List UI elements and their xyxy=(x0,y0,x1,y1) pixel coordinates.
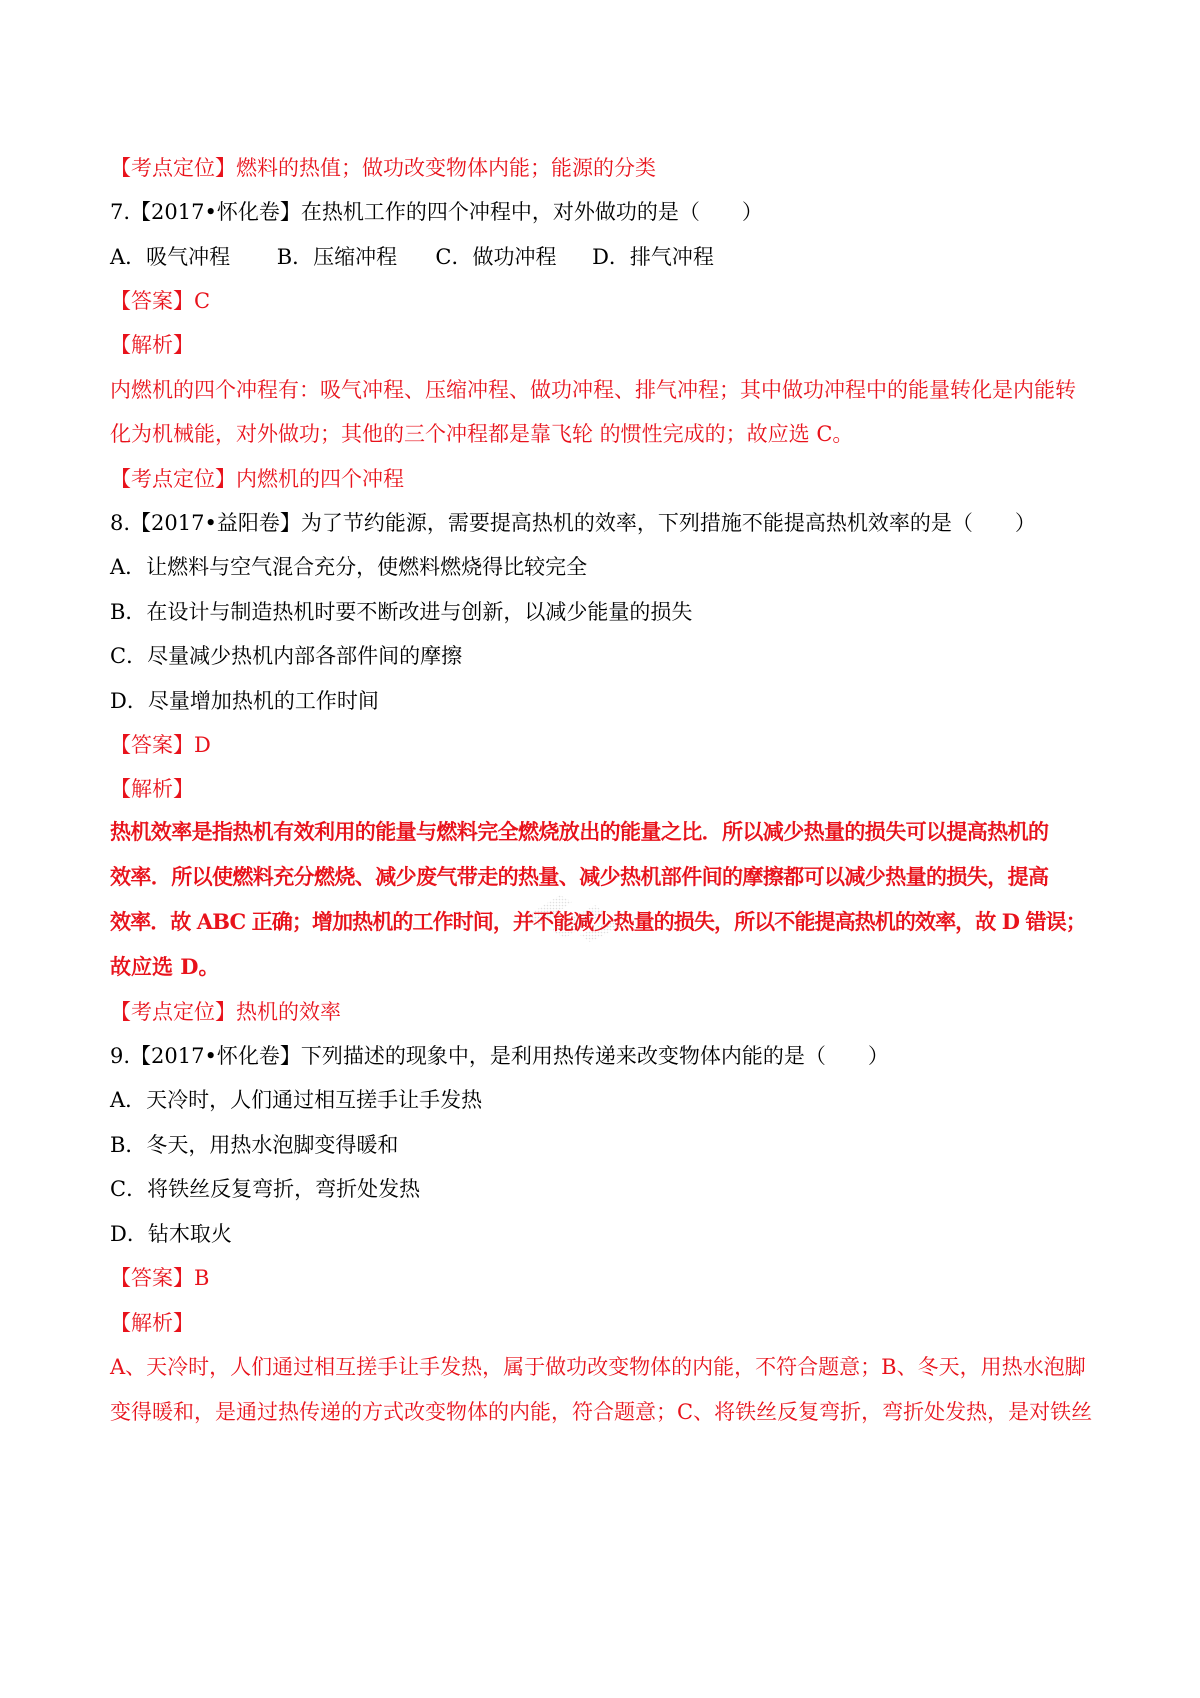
option-b: B．压缩冲程 xyxy=(276,245,398,269)
option-a: A．天冷时，人们通过相互搓手让手发热 xyxy=(110,1088,483,1112)
answer-line: 【答案】D xyxy=(110,733,211,757)
option-c: C．将铁丝反复弯折，弯折处发热 xyxy=(110,1177,421,1201)
analysis-heading: 【解析】 xyxy=(110,777,194,801)
answer-line: 【答案】C xyxy=(110,289,211,313)
analysis-text: A、天冷时，人们通过相互搓手让手发热，属于做功改变物体的内能，不符合题意；B、冬天，用热水泡脚 xyxy=(110,1355,1086,1379)
option-b: B．在设计与制造热机时要不断改进与创新，以减少能量的损失 xyxy=(110,600,693,624)
question-7-options xyxy=(110,243,1110,271)
exam-point-line: 【考点定位】燃料的热值；做功改变物体内能；能源的分类 xyxy=(110,156,656,180)
analysis-text: 故应选 D。 xyxy=(110,954,220,979)
option-a: A．让燃料与空气混合充分，使燃料燃烧得比较完全 xyxy=(110,555,588,579)
analysis-heading: 【解析】 xyxy=(110,1311,194,1335)
option-c: C．做功冲程 xyxy=(435,245,557,269)
question-7-stem: 7.【2017•怀化卷】在热机工作的四个冲程中，对外做功的是（ ） xyxy=(110,200,763,224)
analysis-text: 内燃机的四个冲程有：吸气冲程、压缩冲程、做功冲程、排气冲程；其中做功冲程中的能量转化是内能转 xyxy=(110,378,1076,402)
exam-point-line: 【考点定位】内燃机的四个冲程 xyxy=(110,467,404,491)
option-c: C．尽量减少热机内部各部件间的摩擦 xyxy=(110,644,463,668)
analysis-text: 效率．所以使燃料充分燃烧、减少废气带走的热量、减少热机部件间的摩擦都可以减少热量的损失，提高 xyxy=(110,864,1049,889)
option-d: D．尽量增加热机的工作时间 xyxy=(110,689,379,713)
option-a: A．吸气冲程 xyxy=(110,245,231,269)
analysis-heading: 【解析】 xyxy=(110,333,194,357)
analysis-text: 热机效率是指热机有效利用的能量与燃料完全燃烧放出的能量之比．所以减少热量的损失可以提高热机的 xyxy=(110,819,1049,844)
watermark-logo xyxy=(510,880,630,950)
option-d: D．排气冲程 xyxy=(592,245,714,269)
exam-point-line: 【考点定位】热机的效率 xyxy=(110,1000,341,1024)
analysis-text: 变得暖和，是通过热传递的方式改变物体的内能，符合题意；C、将铁丝反复弯折，弯折处发热，是对铁丝 xyxy=(110,1400,1093,1424)
question-8-stem: 8.【2017•益阳卷】为了节约能源，需要提高热机的效率，下列措施不能提高热机效率的是（ ） xyxy=(110,511,1036,535)
analysis-text: 效率．故 ABC 正确；增加热机的工作时间，并不能减少热量的损失，所以不能提高热机的效率，故 D 错误； xyxy=(110,909,1086,934)
option-d: D．钻木取火 xyxy=(110,1222,232,1246)
option-b: B．冬天，用热水泡脚变得暖和 xyxy=(110,1133,399,1157)
analysis-text: 化为机械能，对外做功；其他的三个冲程都是靠飞轮 的惯性完成的；故应选 C。 xyxy=(110,422,854,446)
answer-line: 【答案】B xyxy=(110,1266,210,1290)
question-9-stem: 9.【2017•怀化卷】下列描述的现象中，是利用热传递来改变物体内能的是（ ） xyxy=(110,1044,889,1068)
